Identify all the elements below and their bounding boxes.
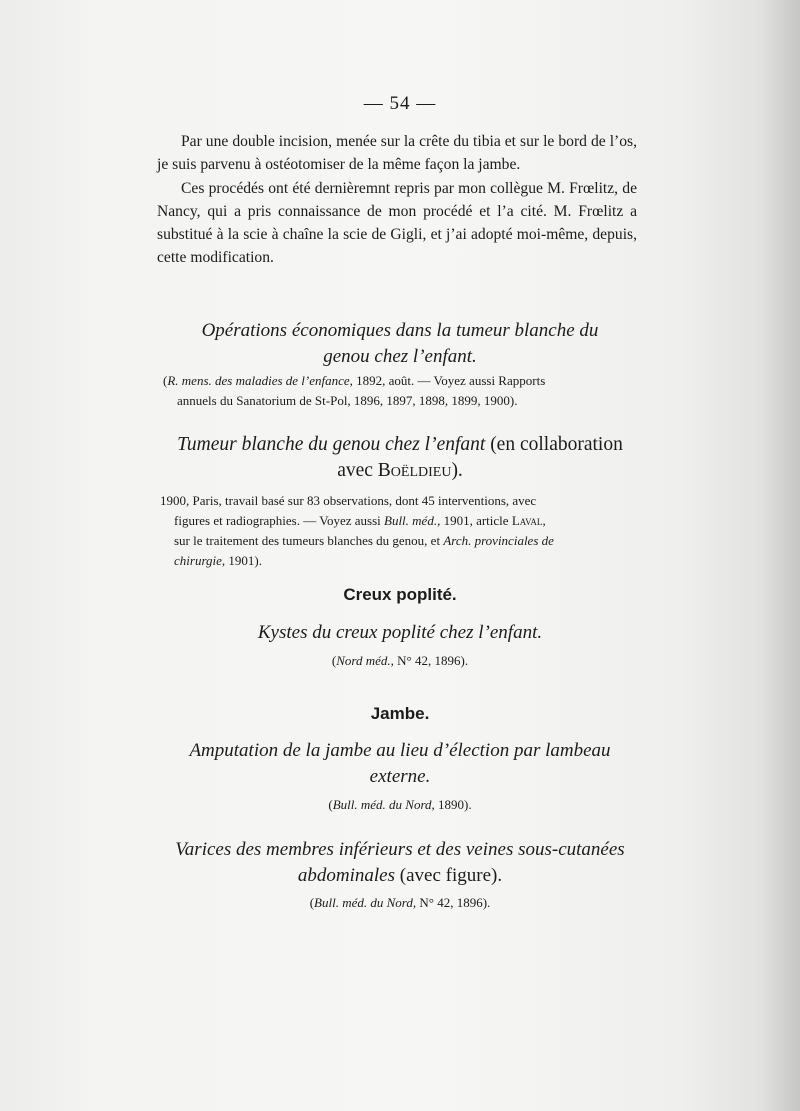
ref-journal: Nord méd., [336, 653, 394, 668]
entry-title-line: Varices des membres inférieurs et des veines sous-cutanées [175, 839, 625, 860]
ref-text: 1890). [434, 797, 472, 812]
page-number: — 54 — [363, 93, 437, 114]
ref-journal: Arch. provinciales de [443, 533, 554, 548]
ref-text: 1901). [225, 553, 262, 568]
ref-text: sur le traitement des tumeurs blanches du genou, et [174, 533, 444, 548]
entry-title-line: Opérations économiques dans la tumeur blanche du [201, 320, 599, 341]
ref-text: ( [328, 797, 333, 812]
entry-title-italic: Tumeur blanche du genou chez l’enfant [177, 434, 486, 455]
entry-title-line: Kystes du creux poplité chez l’enfant. [257, 622, 543, 643]
ref-text: ( [331, 653, 337, 668]
ref-journal: Bull. méd. du Nord, [314, 895, 417, 910]
ref-text: annuels du Sanatorium de St-Pol, 1896, 1897, 1898, 1899, 1900). [177, 393, 518, 408]
paragraph: Ces procédés ont été dernièremnt repris par mon collègue M. Frœlitz, de Nancy, qui a pris connaissance de mon procédé et l’a cité. M. Frœlitz a substitué à la scie à chaîne la scie de Gigli, et j’ai adopté moi-même, depuis, cette modification. [157, 179, 637, 267]
entry-reference [0, 651, 800, 671]
entry-title [140, 837, 660, 889]
ref-bracket: ( [163, 373, 168, 388]
ref-text: 1892, août. — Voyez aussi Rapports [352, 373, 546, 388]
entry-title [150, 738, 650, 790]
ref-text: ( [309, 895, 315, 910]
entry-reference [160, 491, 640, 571]
entry-title-line: externe. [369, 766, 431, 787]
entry-reference [0, 795, 800, 815]
ref-journal: Bull. méd., [384, 513, 441, 528]
entry-title-italic: abdominales [297, 865, 396, 886]
author-name: Boëldieu [377, 460, 452, 481]
ref-journal: Bull. méd. du Nord, [332, 797, 435, 812]
entry-title-line: Amputation de la jambe au lieu d’élection par lambeau [189, 740, 611, 761]
page-edge-shadow [760, 0, 800, 1111]
entry-title-text: ). [451, 460, 463, 481]
ref-text: , [542, 513, 546, 528]
entry-title-text: avec [337, 460, 378, 481]
ref-text: N° 42, 1896). [393, 653, 469, 668]
entry-title-line: genou chez l’enfant. [323, 346, 477, 367]
entry-title-text: (avec figure). [395, 865, 503, 886]
ref-text: figures et radiographies. — Voyez aussi [174, 513, 384, 528]
ref-source: R. mens. des maladies de l’enfance, [167, 373, 353, 388]
ref-text: 1900, Paris, travail basé sur 83 observations, dont 45 interventions, avec [160, 493, 537, 508]
ref-text: N° 42, 1896). [416, 895, 491, 910]
entry-title [150, 620, 650, 646]
entry-reference [163, 371, 633, 411]
body-text [157, 130, 637, 270]
section-heading: Jambe. [370, 704, 430, 723]
entry-title [150, 432, 650, 484]
paragraph: Par une double incision, menée sur la crête du tibia et sur le bord de l’os, je suis parvenu à ostéotomiser de la même façon la jambe. [157, 133, 637, 174]
entry-title-text: (en collaboration [485, 434, 623, 455]
author-name: Laval [511, 513, 543, 528]
entry-reference [0, 893, 800, 913]
section-heading: Creux poplité. [343, 585, 457, 604]
ref-text: 1901, article [440, 513, 512, 528]
ref-journal: chirurgie, [174, 553, 226, 568]
entry-title [150, 318, 650, 370]
